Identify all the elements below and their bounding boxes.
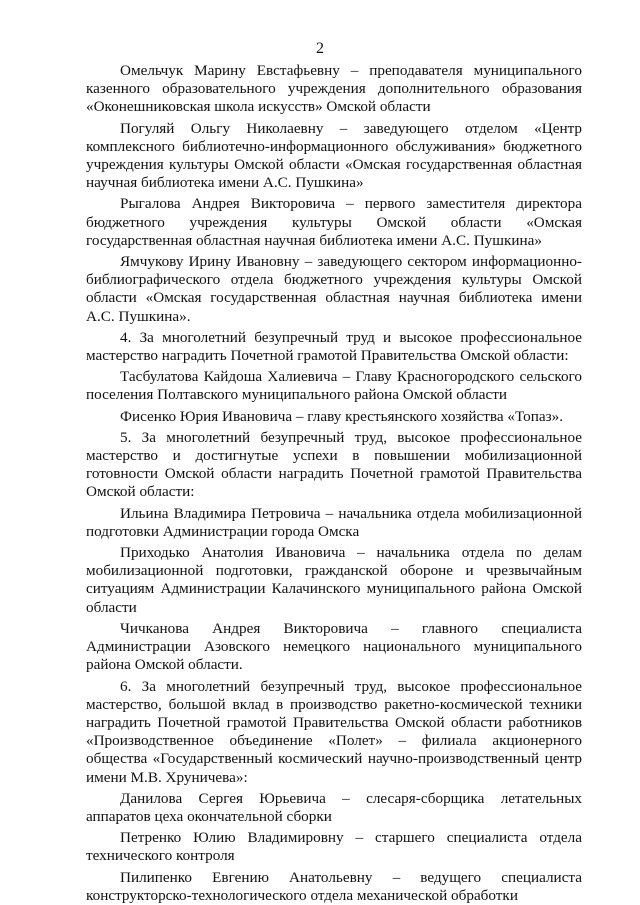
paragraph: 4. За многолетний безупречный труд и высокое профессиональное мастерство наградить Почетной грамотой Правительства Омской области: bbox=[86, 328, 582, 365]
paragraph: Пилипенко Евгению Анатольевну – ведущего специалиста конструкторско-технологического отдела механической обработки bbox=[86, 868, 582, 904]
paragraph: Чичканова Андрея Викторовича – главного специалиста Администрации Азовского немецкого национального муниципального района Омской области. bbox=[86, 619, 582, 674]
paragraph: Погуляй Ольгу Николаевну – заведующего отделом «Центр комплексного библиотечно-информационного обслуживания» бюджетного учреждения культуры Омской области «Омская государственная областная научная библиотека имени А.С. Пушкина» bbox=[86, 119, 582, 192]
page-number: 2 bbox=[316, 40, 324, 57]
paragraph: Ильина Владимира Петровича – начальника отдела мобилизационной подготовки Администрации города Омска bbox=[86, 504, 582, 540]
paragraph: Петренко Юлию Владимировну – старшего специалиста отдела технического контроля bbox=[86, 829, 582, 865]
document-body bbox=[86, 62, 582, 905]
paragraph: Омельчук Марину Евстафьевну – преподавателя муниципального казенного образовательного учреждения дополнительного образования «Оконешниковская школа искусств» Омской области bbox=[86, 62, 582, 116]
paragraph: 5. За многолетний безупречный труд, высокое профессиональное мастерство и достигнутые успехи в повышении мобилизационной готовности Омской области наградить Почетной грамотой Правительства Омской области: bbox=[86, 428, 582, 501]
paragraph: Рыгалова Андрея Викторовича – первого заместителя директора бюджетного учреждения культуры Омской области «Омская государственная областная научная библиотека имени А.С. Пушкина» bbox=[86, 195, 582, 249]
paragraph: 6. За многолетний безупречный труд, высокое профессиональное мастерство, большой вклад в производство ракетно-космической техники наградить Почетной грамотой Правительства Омской области работников «Производственное объединение «Полет» – филиала акционерного общества «Государственный космический научно-производственный центр имени М.В. Хруничева»: bbox=[86, 677, 582, 786]
paragraph: Приходько Анатолия Ивановича – начальника отдела по делам мобилизационной подготовки, гражданской обороне и чрезвычайным ситуациям Администрации Калачинского муниципального района Омской области bbox=[86, 544, 582, 616]
paragraph: Ямчукову Ирину Ивановну – заведующего сектором информационно-библиографического отдела бюджетного учреждения культуры Омской области «Омская государственная областная научная библиотека имени А.С. Пушкина». bbox=[86, 253, 582, 325]
paragraph: Тасбулатова Кайдоша Халиевича – Главу Красногородского сельского поселения Полтавского муниципального района Омской области bbox=[86, 368, 582, 404]
paragraph: Фисенко Юрия Ивановича – главу крестьянского хозяйства «Топаз». bbox=[120, 407, 563, 425]
paragraph: Данилова Сергея Юрьевича – слесаря-сборщика летательных аппаратов цеха окончательной сборки bbox=[86, 789, 582, 825]
